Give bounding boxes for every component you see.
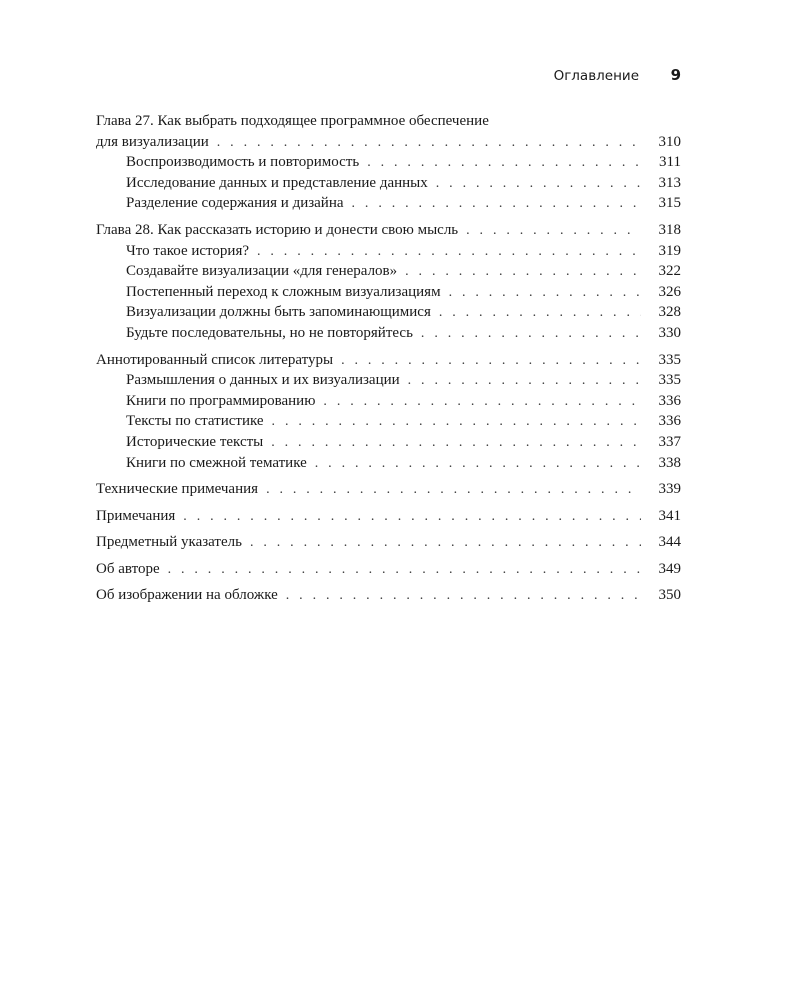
dot-leader [439,303,641,324]
toc-subentry[interactable] [96,152,681,173]
dot-leader [183,507,641,528]
dot-leader [449,283,641,304]
toc-entry-page: 349 [658,560,681,577]
toc-entry-title: Об авторе [96,560,160,577]
toc-entry-page: 338 [658,454,681,471]
toc-entry-title: Тексты по статистике [126,413,264,430]
toc-entry-title: Размышления о данных и их визуализации [126,372,400,389]
dot-leader [436,174,641,195]
dot-leader [408,371,641,392]
toc-subentry[interactable] [96,302,681,323]
toc-subentry[interactable] [96,323,681,344]
dot-leader [217,133,641,154]
toc-entry-title: Примечания [96,507,176,524]
toc-entry-page: 310 [658,133,681,150]
toc-entry-page: 337 [658,433,681,450]
dot-leader [421,324,641,345]
dot-leader [367,153,641,174]
toc-entry-title: для визуализации [96,133,209,150]
toc-group-about-cover [96,585,681,606]
toc-entry-tech-notes[interactable] [96,479,681,500]
toc-subentry[interactable] [96,432,681,453]
toc-entry-page: 335 [658,372,681,389]
dot-leader [266,480,641,501]
toc-entry-bibliography[interactable] [96,350,681,371]
toc-entry-index[interactable] [96,532,681,553]
toc-entry-title: Аннотированный список литературы [96,351,334,368]
dot-leader [250,533,641,554]
table-of-contents [96,111,681,612]
toc-group-notes [96,506,681,527]
dot-leader [286,586,641,607]
toc-entry-title: Создавайте визуализации «для генералов» [126,263,398,280]
toc-entry-title: Будьте последовательны, но не повторяйтесь [126,324,413,341]
dot-leader [168,560,641,581]
dot-leader [341,351,641,372]
toc-group-bibliography [96,350,681,474]
toc-subentry[interactable] [96,391,681,412]
toc-subentry[interactable] [96,282,681,303]
toc-entry-chapter-28[interactable] [96,220,681,241]
toc-entry-page: 313 [658,174,681,191]
toc-subentry[interactable] [96,370,681,391]
toc-entry-title: Исследование данных и представление данных [126,174,428,191]
toc-group-index [96,532,681,553]
toc-subentry[interactable] [96,411,681,432]
section-title: Оглавление [553,68,639,84]
toc-entry-title: Исторические тексты [126,433,264,450]
dot-leader [271,433,641,454]
toc-subentry[interactable] [96,173,681,194]
toc-entry-title: Предметный указатель [96,534,242,551]
toc-subentry[interactable] [96,241,681,262]
toc-entry-page: 318 [658,221,681,238]
toc-group-chapter-28 [96,220,681,344]
toc-entry-page: 315 [658,195,681,212]
toc-entry-page: 311 [659,154,681,171]
toc-entry-about-author[interactable] [96,559,681,580]
toc-entry-title: Глава 27. Как выбрать подходящее программное обеспечение [96,113,489,129]
dot-leader [323,392,641,413]
toc-entry-page: 319 [658,242,681,259]
toc-entry-title: Разделение содержания и дизайна [126,195,344,212]
toc-entry-page: 350 [658,587,681,604]
toc-entry-title: Постепенный переход к сложным визуализациям [126,283,441,300]
toc-entry-page: 330 [658,324,681,341]
dot-leader [272,412,641,433]
toc-entry-page: 322 [658,263,681,280]
dot-leader [405,262,641,283]
toc-entry-title: Технические примечания [96,481,259,498]
toc-entry-title: Визуализации должны быть запоминающимися [126,304,431,321]
toc-entry-title: Глава 28. Как рассказать историю и донести свою мысль [96,221,459,238]
dot-leader [352,194,641,215]
toc-entry-title: Что такое история? [126,242,249,259]
toc-subentry[interactable] [96,261,681,282]
toc-entry-chapter-27[interactable] [96,132,681,153]
dot-leader [466,221,641,242]
toc-group-about-author [96,559,681,580]
toc-group-tech-notes [96,479,681,500]
toc-entry-page: 339 [658,481,681,498]
toc-entry-about-cover[interactable] [96,585,681,606]
toc-entry-page: 335 [658,351,681,368]
toc-entry-title: Книги по смежной тематике [126,454,307,471]
toc-subentry[interactable] [96,193,681,214]
toc-entry-title: Воспроизводимость и повторимость [126,154,360,171]
toc-group-chapter-27 [96,111,681,214]
dot-leader [315,454,641,475]
toc-entry-page: 328 [658,304,681,321]
toc-entry-notes[interactable] [96,506,681,527]
toc-entry-page: 341 [658,507,681,524]
toc-entry-page: 326 [658,283,681,300]
toc-entry-page: 344 [658,534,681,551]
toc-entry-chapter-27-line1[interactable] [96,111,681,132]
toc-entry-page: 336 [658,413,681,430]
running-head [96,66,681,86]
dot-leader [257,242,641,263]
toc-entry-page: 336 [658,392,681,409]
page-number: 9 [670,66,681,84]
toc-entry-title: Об изображении на обложке [96,587,278,604]
toc-entry-title: Книги по программированию [126,392,316,409]
toc-subentry[interactable] [96,453,681,474]
